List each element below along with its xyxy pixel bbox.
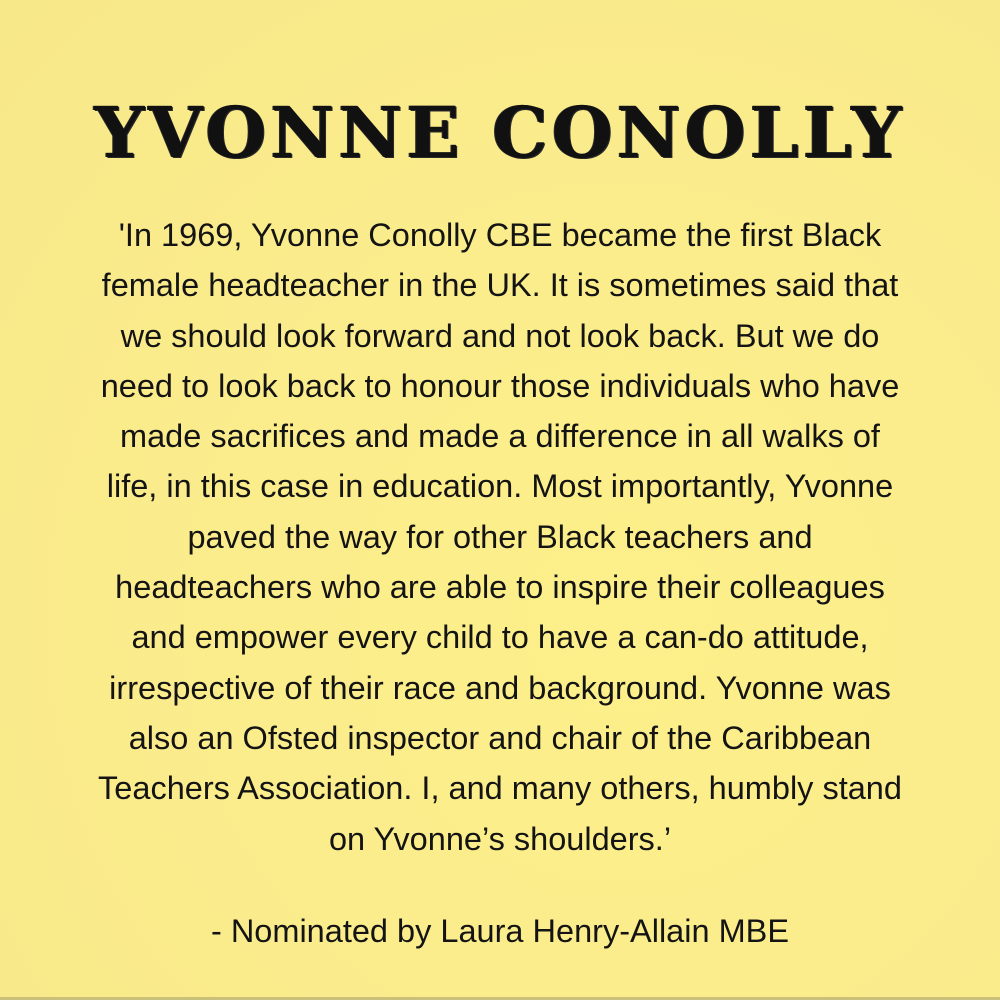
quote-line: 'In 1969, Yvonne Conolly CBE became the first Black xyxy=(118,217,882,253)
quote-line: we should look forward and not look back. But we do xyxy=(120,317,880,354)
quote-line: need to look back to honour those individuals who have xyxy=(100,367,900,404)
quote-line: female headteacher in the UK. It is sometimes said that xyxy=(101,267,899,304)
quote-line: Teachers Association. I, and many others, humbly stand xyxy=(98,770,902,807)
quote-line: and empower every child to have a can-do attitude, xyxy=(131,619,869,656)
quote-line: paved the way for other Black teachers and xyxy=(187,518,813,555)
nomination-attribution: - Nominated by Laura Henry-Allain MBE xyxy=(210,913,790,949)
quote-line: on Yvonne’s shoulders.’ xyxy=(328,820,672,857)
quote-line: made sacrifices and made a difference in all walks of xyxy=(120,418,880,455)
card-title: YVONNE CONOLLY xyxy=(94,91,906,174)
quote-line: irrespective of their race and background. Yvonne was xyxy=(109,669,891,706)
quote-line: headteachers who are able to inspire their colleagues xyxy=(115,569,885,606)
quote-line: also an Ofsted inspector and chair of the Caribbean xyxy=(128,719,872,756)
quote-text xyxy=(40,210,960,864)
quote-line: life, in this case in education. Most importantly, Yvonne xyxy=(106,468,894,505)
